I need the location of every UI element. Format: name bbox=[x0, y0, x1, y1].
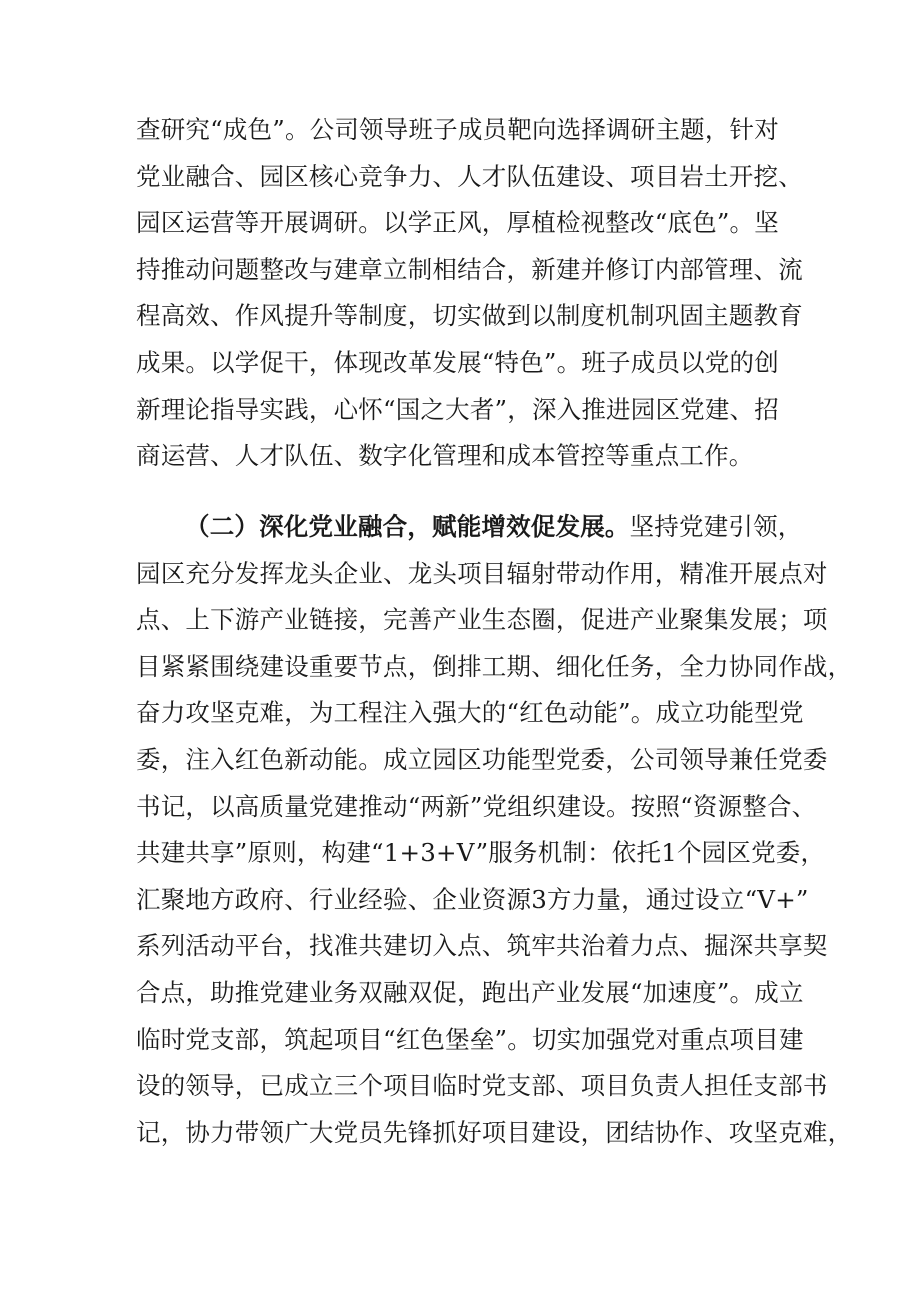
text-line: 程高效、作风提升等制度，切实做到以制度机制巩固主题教育 bbox=[136, 301, 803, 331]
text-line: 园区运营等开展调研。以学正风，厚植检视整改“底色”。坚 bbox=[136, 208, 779, 238]
section-heading-line bbox=[136, 504, 803, 551]
text-line: 共建共享”原则，构建“1+3+V”服务机制：依托1个园区党委， bbox=[136, 838, 826, 868]
text-line: 汇聚地方政府、行业经验、企业资源3方力量，通过设立“V+” bbox=[136, 884, 809, 914]
paragraph-2 bbox=[136, 504, 853, 1156]
text-line: 设的领导，已成立三个项目临时党支部、项目负责人担任支部书 bbox=[136, 1071, 828, 1101]
text-line: 系列活动平台，找准共建切入点、筑牢共治着力点、掘深共享契 bbox=[136, 931, 828, 961]
text-line: 园区充分发挥龙头企业、龙头项目辐射带动作用，精准开展点对 bbox=[136, 558, 828, 588]
text-line: 新理论指导实践，心怀“国之大者”，深入推进园区党建、招 bbox=[136, 394, 779, 424]
heading-line-rest: 坚持党建引领， bbox=[629, 512, 803, 541]
text-line: 商运营、人才队伍、数字化管理和成本管控等重点工作。 bbox=[136, 441, 754, 471]
text-line: 合点，助推党建业务双融双促，跑出产业发展“加速度”。成立 bbox=[136, 977, 804, 1007]
text-line: 持推动问题整改与建章立制相结合，新建并修订内部管理、流 bbox=[136, 254, 803, 284]
text-line: 临时党支部，筑起项目“红色堡垒”。切实加强党对重点项目建 bbox=[136, 1024, 804, 1054]
text-line: 党业融合、园区核心竞争力、人才队伍建设、项目岩土开挖、 bbox=[136, 161, 803, 191]
text-line: 记，协力带领广大党员先锋抓好项目建设，团结协作、攻坚克难， bbox=[136, 1117, 853, 1147]
text-line: 委，注入红色新动能。成立园区功能型党委，公司领导兼任党委 bbox=[136, 744, 828, 774]
text-line: 查研究“成色”。公司领导班子成员靶向选择调研主题，针对 bbox=[136, 115, 779, 144]
text-line: 成果。以学促干，体现改革发展“特色”。班子成员以党的创 bbox=[136, 347, 779, 377]
text-line: 点、上下游产业链接，完善产业生态圈，促进产业聚集发展；项 bbox=[136, 605, 828, 635]
text-line: 书记，以高质量党建推动“两新”党组织建设。按照“资源整合、 bbox=[136, 791, 817, 821]
section-heading: （二）深化党业融合，赋能增效促发展。 bbox=[185, 512, 630, 541]
text-line: 奋力攻坚克难，为工程注入强大的“红色动能”。成立功能型党 bbox=[136, 698, 804, 728]
text-line: 目紧紧围绕建设重要节点，倒排工期、细化任务，全力协同作战， bbox=[136, 651, 853, 681]
paragraph-1 bbox=[136, 107, 803, 480]
